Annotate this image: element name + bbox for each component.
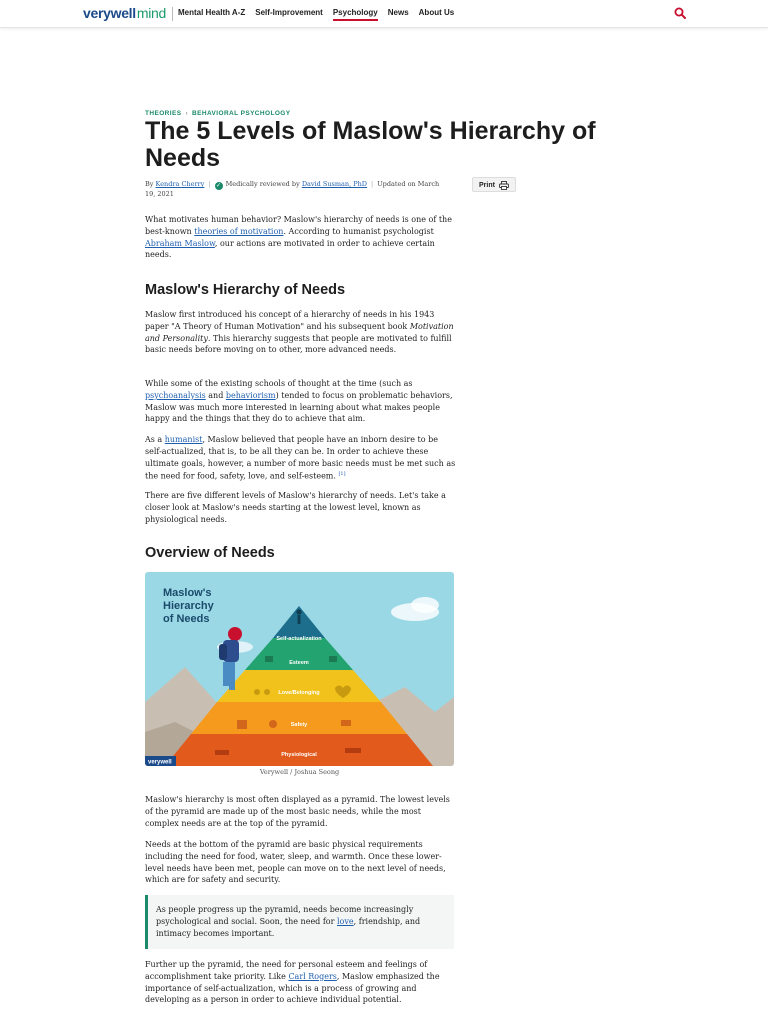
breadcrumb-behavioral-psychology[interactable]: BEHAVIORAL PSYCHOLOGY [192,110,291,117]
nav-item-self-improvement[interactable]: Self-Improvement [255,8,323,17]
paragraph-4: There are five different levels of Maslow's hierarchy of needs. Let's take a closer look at Maslow's needs starting at the lowest level, known as physiological needs. [145,491,446,524]
figure-caption: Verywell / Joshua Seong [259,768,340,776]
site-header [0,0,768,28]
level-label-safety: Safety [290,722,308,728]
printer-icon [499,181,509,190]
breadcrumb [145,110,290,117]
section-heading-overview: Overview of Needs [145,545,275,561]
breadcrumb-theories[interactable]: THEORIES [145,110,182,117]
main-nav [178,8,454,21]
reviewer-link[interactable]: David Susman, PhD [301,180,367,188]
print-button[interactable] [472,177,516,192]
behaviorism-link[interactable]: behaviorism [225,390,276,400]
maslow-pyramid-image [145,572,454,766]
figure-title-line3: of Needs [163,613,210,625]
humanist-link[interactable]: humanist [164,435,203,444]
logo-sub: mind [136,5,167,21]
level-label-esteem: Esteem [289,660,309,666]
nav-item-about[interactable]: About Us [418,8,455,17]
psychoanalysis-link[interactable]: psychoanalysis [145,390,206,400]
level-label-self-actualization: Self-actualization [276,636,322,642]
carl-rogers-link[interactable]: Carl Rogers [288,971,337,981]
figure-brand: verywell [148,759,172,766]
nav-item-news[interactable]: News [387,8,409,17]
section-heading-hierarchy: Maslow's Hierarchy of Needs [145,282,346,298]
search-icon[interactable] [674,7,686,19]
chevron-right-icon: › [185,110,189,117]
nav-item-mental-health[interactable]: Mental Health A-Z [178,8,246,17]
reviewed-by-label: Medically reviewed by [225,180,300,188]
callout-text: As people progress up the pyramid, needs become increasingly psychological and social. Soon, the need for love, friendship, and intimacy becomes important. [156,905,421,938]
logo-main: verywell [83,5,136,21]
citation-ref[interactable]: [1] [338,471,346,478]
print-label: Print [479,182,495,189]
paragraph-1: Maslow first introduced his concept of a hierarchy of needs in his 1943 paper "A Theory of Human Motivation" and his subsequent book Motivation and Personality. This hierarchy suggests that people are motivated to fulfill basic needs before moving on to other, more advanced needs. [145,310,454,355]
abraham-maslow-link[interactable]: Abraham Maslow [145,238,215,248]
paragraph-5: Maslow's hierarchy is most often displayed as a pyramid. The lowest levels of the pyramid are made up of the most basic needs, while the most complex needs are at the top of the pyramid. [145,795,450,828]
love-link[interactable]: love [337,916,354,926]
intro-paragraph: What motivates human behavior? Maslow's hierarchy of needs is one of the best-known theories of motivation. According to humanist psychologist Abraham Maslow, our actions are motivated in order to achieve certain needs. [145,215,452,260]
paragraph-7: Further up the pyramid, the need for personal esteem and feelings of accomplishment take priority. Like Carl Rogers, Maslow emphasized the importance of self-actualization, which is a process of growing and developing as a person in order to achieve individual potential. [145,960,440,1005]
callout-box [145,895,454,949]
site-logo[interactable] [83,5,166,21]
updated-date: Updated on March 19, 2021 [145,180,440,198]
theories-of-motivation-link[interactable]: theories of motivation [194,226,284,236]
byline-by: By [145,180,154,188]
paragraph-3: As a humanist, Maslow believed that people have an inborn desire to be self-actualized, that is, to be all they can be. In order to achieve these ultimate goals, however, a number of more basic needs must be met such as the need for food, safety, love, and self-esteem. [1] [145,435,456,482]
figure-title-line1: Maslow's [163,587,212,599]
level-label-physiological: Physiological [281,752,317,758]
author-link[interactable]: Kendra Cherry [155,180,205,188]
page-title: The 5 Levels of Maslow's Hierarchy of Needs [145,117,596,172]
level-label-love-belonging: Love/Belonging [278,690,320,696]
byline: By Kendra Cherry | ✓ Medically reviewed by David Susman, PhD | Updated on March 19, 2021 [145,180,440,198]
checkmark-icon: ✓ [216,182,222,189]
paragraph-2: While some of the existing schools of thought at the time (such as psychoanalysis and behaviorism) tended to focus on problematic behaviors, Maslow was much more interested in learning about what makes people happy and the things that they do to achieve that aim. [145,379,453,424]
paragraph-6: Needs at the bottom of the pyramid are basic physical requirements including the need for food, water, sleep, and warmth. Once these lower-level needs have been met, people can move on to the next level of needs, which are for safety and security. [145,840,446,885]
nav-item-psychology[interactable]: Psychology [333,8,378,21]
figure-title-line2: Hierarchy [163,600,214,612]
nav-divider [172,7,173,21]
